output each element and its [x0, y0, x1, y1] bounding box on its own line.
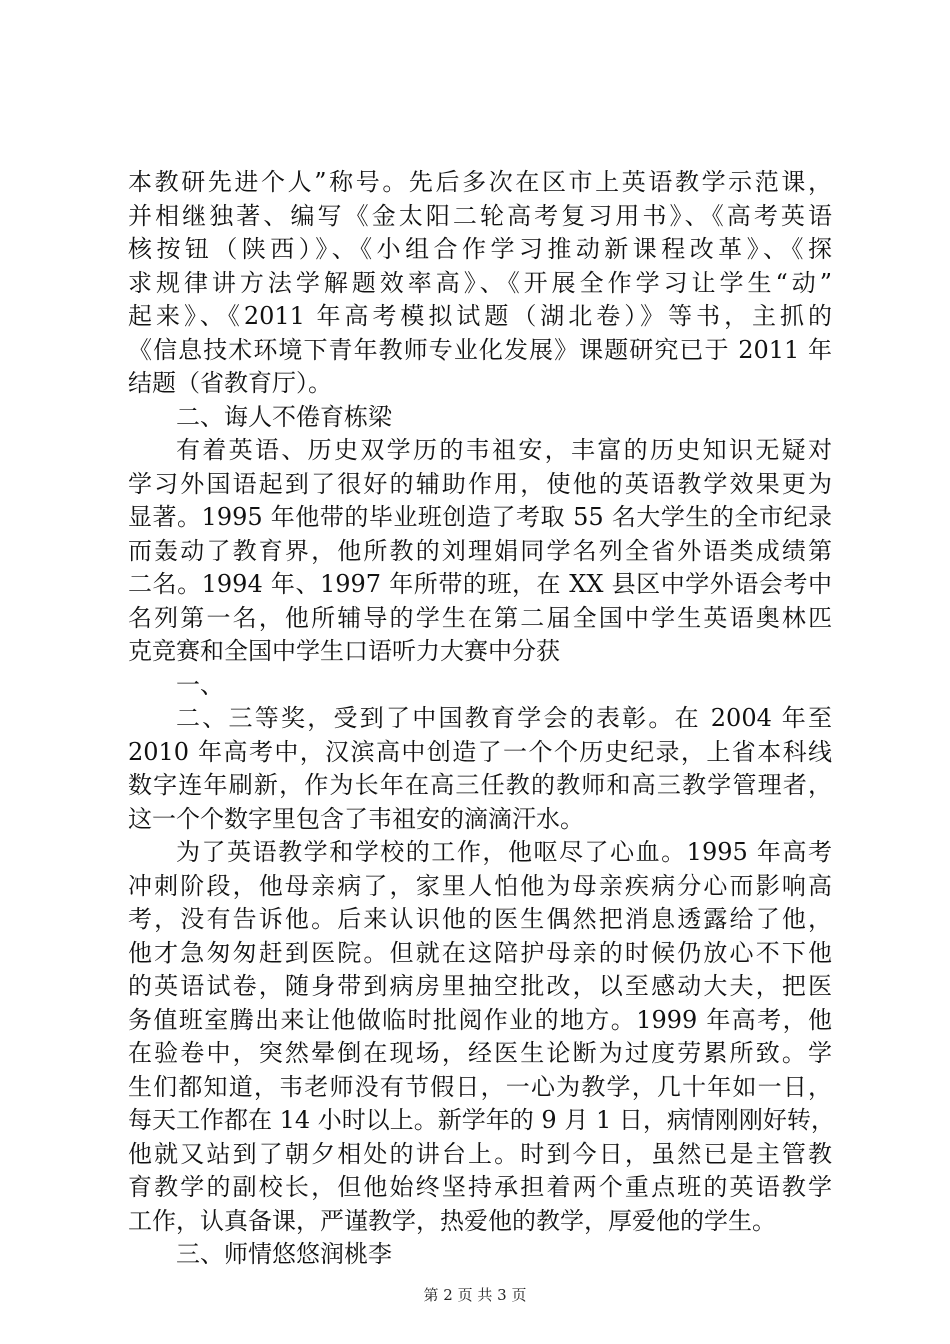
section-heading: 一、	[176, 670, 224, 699]
section-heading: 二、诲人不倦育栋梁	[176, 402, 392, 431]
text-line: 学习外国语起到了很好的辅助作用，使他的英语教学效果更为	[128, 469, 832, 498]
text-line: 二名。1994 年、1997 年所带的班，在 XX 县区中学外语会考中	[128, 570, 832, 598]
text-line: 显著。1995 年他带的毕业班创造了考取 55 名大学生的全市纪录	[128, 503, 832, 531]
text-line: 工作，认真备课，严谨教学，热爱他的教学，厚爱他的学生。	[128, 1206, 776, 1235]
text-line: 结题（省教育厅）。	[128, 369, 332, 397]
text-line: 二、三等奖，受到了中国教育学会的表彰。在 2004 年至	[176, 704, 832, 732]
text-line: 核按钮（陕西）》、《小组合作学习推动新课程改革》、《探	[128, 235, 832, 263]
text-line: 有着英语、历史双学历的韦祖安，丰富的历史知识无疑对	[176, 436, 832, 464]
text-line: 生们都知道，韦老师没有节假日，一心为教学，几十年如一日，	[128, 1072, 832, 1101]
text-line: 而轰动了教育界，他所教的刘理娟同学名列全省外语类成绩第	[128, 536, 832, 565]
text-line: 的英语试卷，随身带到病房里抽空批改，以至感动大夫，把医	[128, 972, 832, 1000]
text-line: 考，没有告诉他。后来认识他的医生偶然把消息透露给了他，	[128, 905, 832, 933]
text-line: 每天工作都在 14 小时以上。新学年的 9 月 1 日，病情刚刚好转，	[128, 1106, 835, 1134]
text-line: 2010 年高考中，汉滨高中创造了一个个历史纪录，上省本科线	[128, 737, 832, 766]
section-heading: 三、师情悠悠润桃李	[176, 1240, 392, 1268]
text-line: 他就又站到了朝夕相处的讲台上。时到今日，虽然已是主管教	[128, 1139, 832, 1168]
text-line: 名列第一名，他所辅导的学生在第二届全国中学生英语奥林匹	[128, 603, 832, 632]
text-line: 本教研先进个人”称号。先后多次在区市上英语教学示范课，	[128, 168, 832, 196]
text-line: 并相继独著、编写《金太阳二轮高考复习用书》、《高考英语	[128, 201, 832, 230]
text-line: 起来》、《2011 年高考模拟试题（湖北卷）》等书，主抓的	[128, 302, 832, 330]
body-text	[128, 166, 835, 1272]
text-line: 他才急匆匆赶到医院。但就在这陪护母亲的时候仍放心不下他	[128, 938, 832, 967]
text-line: 《信息技术环境下青年教师专业化发展》课题研究已于 2011 年	[128, 335, 832, 364]
text-line: 在验卷中，突然晕倒在现场，经医生论断为过度劳累所致。学	[128, 1039, 832, 1067]
text-line: 数字连年刷新，作为长年在高三任教的教师和高三教学管理者，	[128, 771, 832, 799]
text-line: 育教学的副校长，但他始终坚持承担着两个重点班的英语教学	[128, 1173, 832, 1201]
text-line: 克竞赛和全国中学生口语听力大赛中分获	[128, 637, 560, 665]
text-line: 冲刺阶段，他母亲病了，家里人怕他为母亲疾病分心而影响高	[128, 871, 832, 900]
text-line: 求规律讲方法学解题效率高》、《开展全作学习让学生“动”	[128, 268, 832, 297]
page-footer: 第 2 页 共 3 页	[423, 1286, 527, 1304]
text-line: 这一个个数字里包含了韦祖安的滴滴汗水。	[128, 804, 584, 833]
text-line: 务值班室腾出来让他做临时批阅作业的地方。1999 年高考，他	[128, 1005, 832, 1034]
text-line: 为了英语教学和学校的工作，他呕尽了心血。1995 年高考	[176, 838, 832, 866]
